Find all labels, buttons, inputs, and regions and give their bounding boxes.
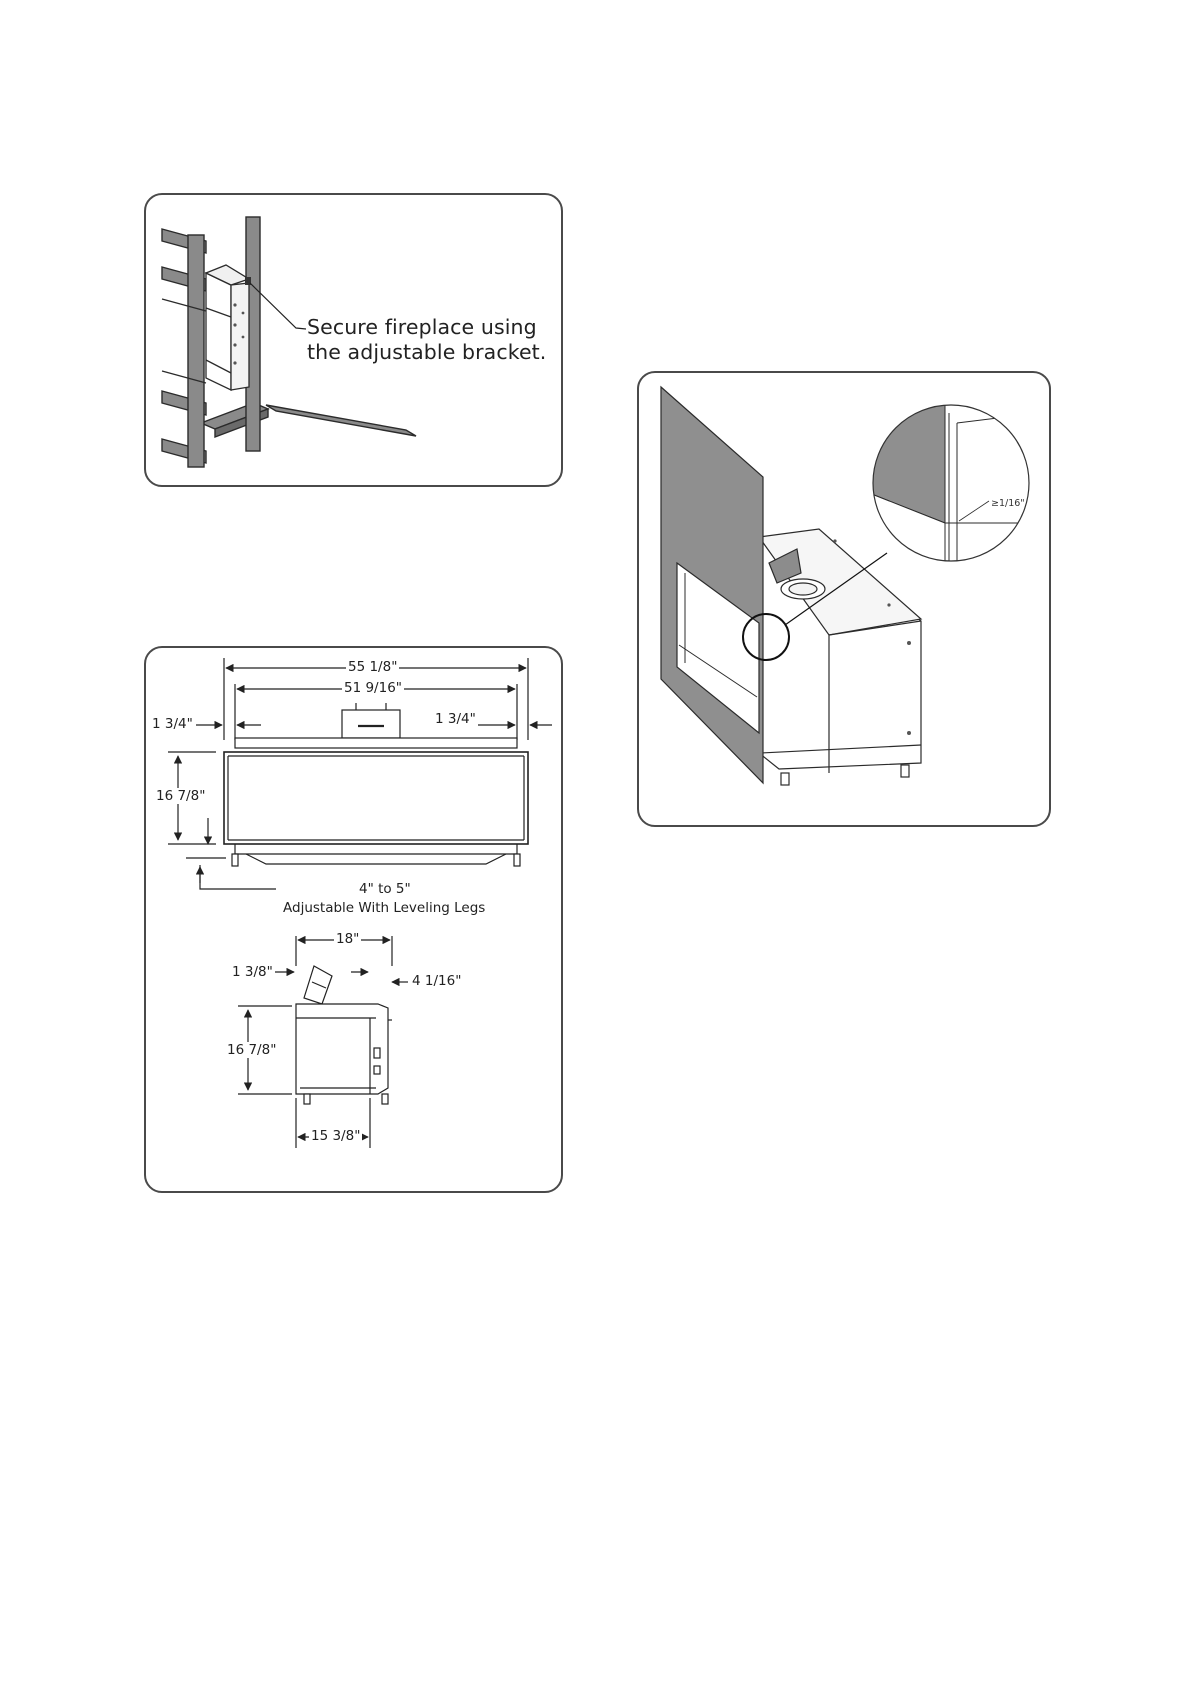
- zoomed-detail: [869, 403, 1039, 573]
- left-offset-label: 1 3/4": [152, 716, 193, 732]
- bracket-callout-line-1: Secure fireplace using: [307, 315, 537, 339]
- side-height-label: 16 7/8": [227, 1042, 277, 1058]
- right-offset-label: 1 3/4": [435, 711, 476, 727]
- inner-width-label: 51 9/16": [344, 680, 402, 696]
- finish-clearance-drawing: [639, 373, 1049, 825]
- bracket-callout-line-2: the adjustable bracket.: [307, 340, 547, 364]
- dimensions-panel: [144, 646, 563, 1193]
- finish-clearance-panel: [637, 371, 1051, 827]
- side-depth-top-label: 18": [336, 931, 360, 947]
- dimension-drawing: [146, 648, 561, 1191]
- front-height-label: 16 7/8": [156, 788, 206, 804]
- gap-clearance-label: ≥1/16": [991, 498, 1025, 509]
- side-depth-bottom-label: 15 3/8": [311, 1128, 361, 1144]
- side-top-left-offset-label: 1 3/8": [232, 964, 273, 980]
- bracket-illustration-panel: [144, 193, 563, 487]
- legs-range-label: 4" to 5": [359, 881, 411, 897]
- overall-width-label: 55 1/8": [348, 659, 398, 675]
- legs-description-label: Adjustable With Leveling Legs: [283, 900, 486, 916]
- side-top-right-offset-label: 4 1/16": [412, 973, 462, 989]
